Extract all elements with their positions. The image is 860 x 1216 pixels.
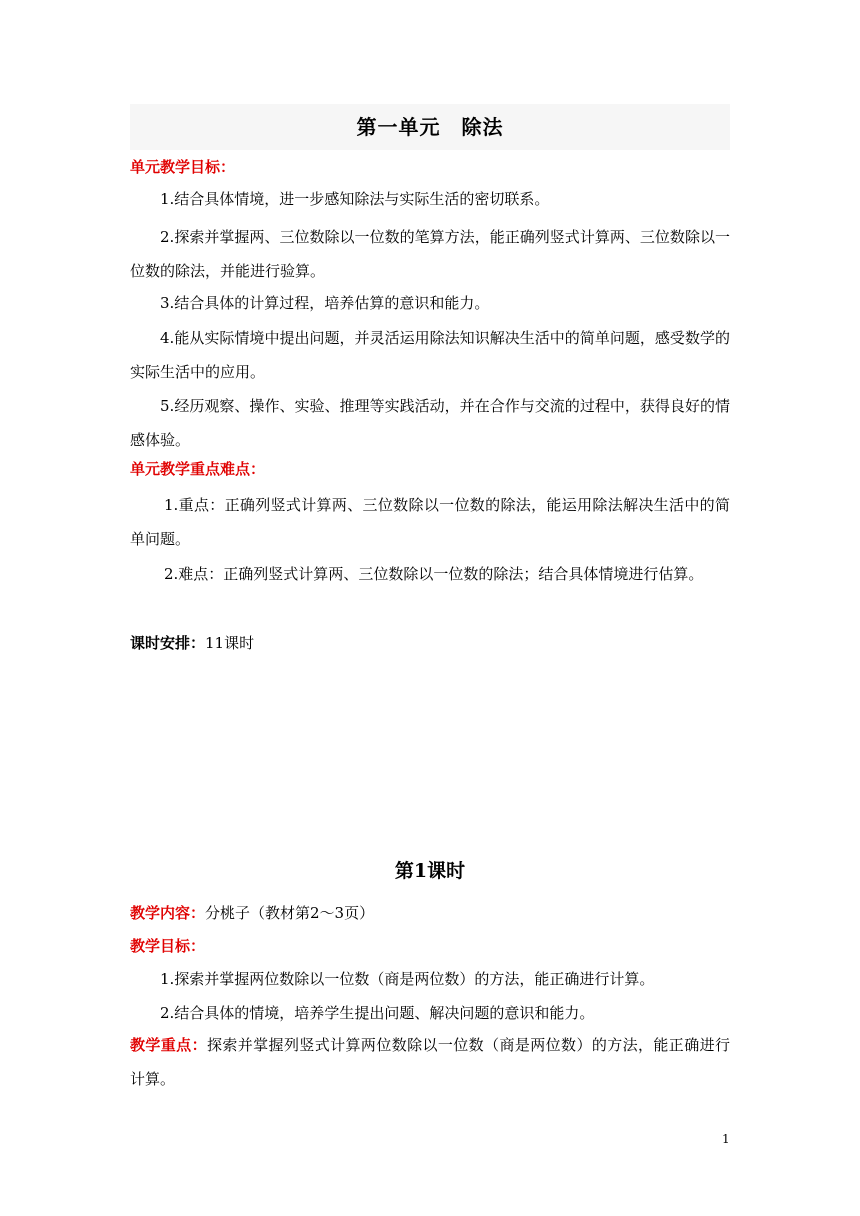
lesson-content-line bbox=[130, 902, 374, 923]
objective-item-2: 2.探索并掌握两、三位数除以一位数的笔算方法，能正确列竖式计算两、三位数除以一位数的除法，并能进行验算。 bbox=[130, 228, 730, 280]
key-point-item-2: 2.难点：正确列竖式计算两、三位数除以一位数的除法；结合具体情境进行估算。 bbox=[164, 565, 704, 583]
key-points-heading: 单元教学重点难点： bbox=[130, 460, 266, 478]
lesson-content-label: 教学内容： bbox=[130, 904, 206, 922]
lesson-goals-heading: 教学目标： bbox=[130, 937, 206, 955]
lesson-title: 第1课时 bbox=[394, 860, 466, 882]
objective-item-3: 3.结合具体的计算过程，培养估算的意识和能力。 bbox=[160, 294, 490, 312]
objective-item-4: 4.能从实际情境中提出问题，并灵活运用除法知识解决生活中的简单问题，感受数学的实际生活中的应用。 bbox=[130, 329, 730, 381]
schedule-line bbox=[130, 632, 254, 653]
objectives-heading: 单元教学目标： bbox=[130, 158, 236, 176]
objective-item-1: 1.结合具体情境，进一步感知除法与实际生活的密切联系。 bbox=[160, 190, 550, 208]
lesson-goal-item-2: 2.结合具体的情境，培养学生提出问题、解决问题的意识和能力。 bbox=[160, 1004, 595, 1022]
lesson-content-value: 分桃子（教材第2～3页） bbox=[205, 904, 375, 922]
objective-item-5: 5.经历观察、操作、实验、推理等实践活动，并在合作与交流的过程中，获得良好的情感体验。 bbox=[130, 397, 730, 449]
schedule-value: 11课时 bbox=[205, 634, 255, 652]
key-point-item-1: 1.重点：正确列竖式计算两、三位数除以一位数的除法，能运用除法解决生活中的简单问题。 bbox=[130, 496, 730, 548]
lesson-focus-label: 教学重点： bbox=[130, 1036, 207, 1054]
lesson-focus-value: 探索并掌握列竖式计算两位数除以一位数（商是两位数）的方法，能正确进行计算。 bbox=[130, 1036, 730, 1088]
page-number: 1 bbox=[722, 1132, 730, 1146]
lesson-focus-paragraph bbox=[130, 1028, 730, 1096]
lesson-goal-item-1: 1.探索并掌握两位数除以一位数（商是两位数）的方法，能正确进行计算。 bbox=[160, 970, 655, 988]
unit-title: 第一单元 除法 bbox=[356, 115, 504, 139]
schedule-label: 课时安排： bbox=[130, 634, 206, 652]
